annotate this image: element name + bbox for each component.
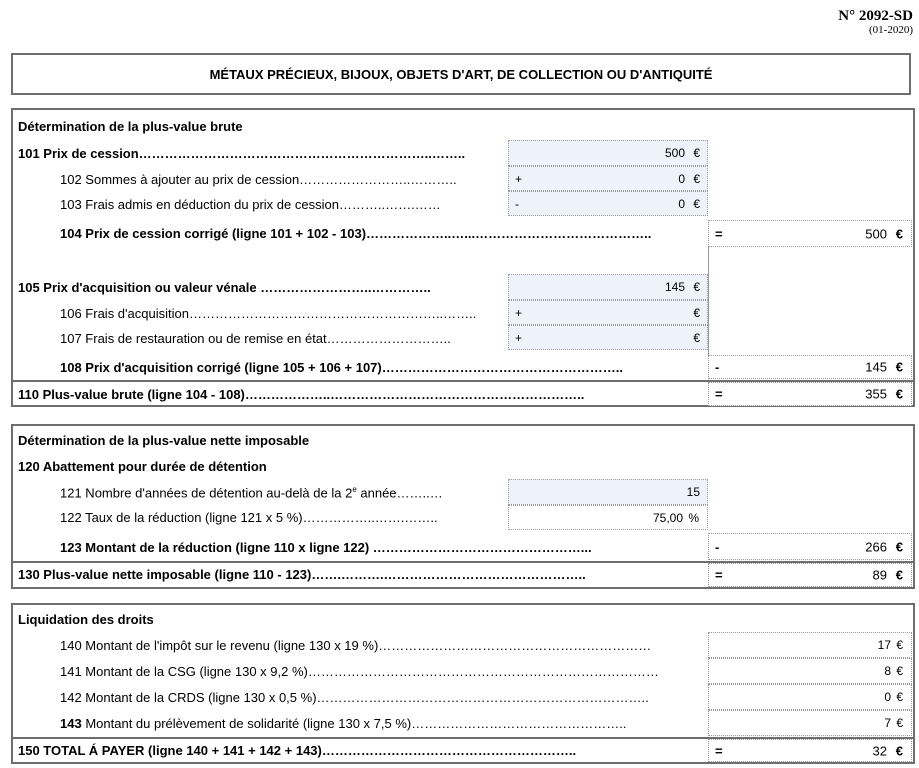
line-130-value: 89 [872, 567, 887, 583]
line-122-value: 75,00 [652, 510, 683, 525]
form-title: MÉTAUX PRÉCIEUX, BIJOUX, OBJETS D'ART, DE COLLECTION OU D'ANTIQUITÉ [11, 53, 911, 95]
euro-symbol: € [895, 386, 903, 402]
line-106-label: 106 Frais d'acquisition…………………………………………………..…….. [60, 306, 477, 321]
line-150-label: 150 TOTAL Á PAYER (ligne 140 + 141 + 142 + 143)………………………………………………….. [18, 743, 577, 758]
line-142-field[interactable] [708, 684, 912, 710]
equals-sign: = [715, 386, 723, 402]
line-130-label: 130 Plus-value nette imposable (ligne 110 - 123)…….……….……………………………………….. [18, 567, 586, 582]
line-140-value: 17 [877, 638, 891, 652]
line-121-label [60, 485, 443, 500]
line-122-label: 122 Taux de la réduction (ligne 121 x 5 %)……………..…….…….. [60, 510, 438, 525]
minus-sign: - [515, 196, 519, 211]
line-103-value: 0 [678, 196, 685, 211]
line-123-field[interactable] [708, 533, 912, 560]
section-heading: Détermination de la plus-value nette imposable [18, 433, 310, 448]
line-102-value: 0 [678, 171, 685, 186]
line-143-label [60, 716, 626, 731]
line-110-label: 110 Plus-value brute (ligne 104 - 108)………………..………………………………………………….. [18, 387, 585, 402]
line-150-value: 32 [872, 743, 887, 758]
line-107-field[interactable] [508, 325, 708, 350]
line-102-label: 102 Sommes à ajouter au prix de cession……………………..……….. [60, 172, 457, 187]
line-121-sup: e [352, 485, 357, 494]
line-122-field[interactable] [508, 505, 708, 530]
line-141-label: 141 Montant de la CSG (ligne 130 x 9,2 %)……………………………………………………………………… [60, 664, 659, 679]
line-150-field[interactable] [708, 739, 912, 762]
line-108-label: 108 Prix d'acquisition corrigé (ligne 105 + 106 + 107)……………………………………………….. [60, 360, 623, 375]
line-143-value: 7 [884, 716, 891, 730]
minus-sign: - [715, 359, 720, 375]
line-143-number: 143 [60, 716, 82, 731]
euro-symbol: € [895, 359, 903, 375]
line-121-value: 15 [686, 485, 700, 499]
euro-symbol: € [896, 716, 903, 730]
line-105-value: 145 [664, 280, 685, 294]
line-110-field[interactable] [708, 382, 912, 406]
euro-symbol: € [895, 539, 903, 554]
line-106-field[interactable] [508, 300, 708, 325]
euro-symbol: € [693, 330, 700, 345]
euro-symbol: € [895, 743, 903, 758]
line-140-field[interactable] [708, 632, 912, 658]
line-142-value: 0 [884, 690, 891, 704]
line-108-value: 145 [865, 359, 887, 375]
euro-symbol: € [896, 664, 903, 678]
line-141-value: 8 [884, 664, 891, 678]
plus-sign: + [515, 171, 523, 186]
section-heading: Liquidation des droits [18, 612, 154, 627]
line-121-field[interactable] [508, 479, 708, 505]
line-142-label: 142 Montant de la CRDS (ligne 130 x 0,5 %)………………………………………………………………….. [60, 690, 649, 705]
line-141-field[interactable] [708, 658, 912, 684]
percent-symbol: % [688, 510, 699, 525]
line-108-field[interactable] [708, 355, 912, 379]
line-121-label-b: année……..… [356, 485, 443, 501]
line-103-field[interactable] [508, 191, 708, 216]
euro-symbol: € [693, 146, 700, 160]
line-104-label: 104 Prix de cession corrigé (ligne 101 + 102 - 103)………………..…...………………………………….. [60, 226, 652, 241]
form-number-block [838, 8, 913, 36]
line-143-text: Montant du prélèvement de solidarité (ligne 130 x 7,5 %)………………………………………….. [85, 716, 627, 731]
line-101-label: 101 Prix de cession…………………………………………………………..…….. [18, 146, 466, 161]
line-143-field[interactable] [708, 710, 912, 736]
divider [708, 247, 709, 357]
line-110-value: 355 [865, 386, 887, 402]
line-123-label: 123 Montant de la réduction (ligne 110 x ligne 122) …………………………………………... [60, 540, 592, 555]
equals-sign: = [715, 567, 723, 583]
section-heading: Détermination de la plus-value brute [18, 119, 243, 134]
plus-sign: + [515, 305, 523, 320]
euro-symbol: € [693, 305, 700, 320]
euro-symbol: € [895, 226, 903, 241]
euro-symbol: € [896, 690, 903, 704]
form-number: N° 2092-SD [838, 8, 913, 24]
euro-symbol: € [693, 171, 700, 186]
line-104-value: 500 [865, 226, 887, 241]
line-105-field[interactable] [508, 274, 708, 300]
equals-sign: = [715, 226, 723, 241]
line-107-label: 107 Frais de restauration ou de remise en état……………………….. [60, 331, 451, 346]
line-103-label: 103 Frais admis en déduction du prix de cession………..…….…… [60, 197, 441, 212]
line-101-field[interactable] [508, 140, 708, 166]
form-version: (01-2020) [869, 24, 913, 36]
euro-symbol: € [895, 567, 903, 583]
line-101-value: 500 [664, 146, 685, 160]
line-105-label: 105 Prix d'acquisition ou valeur vénale ……………………..………….. [18, 280, 431, 295]
equals-sign: = [715, 743, 723, 758]
line-102-field[interactable] [508, 166, 708, 191]
minus-sign: - [715, 539, 720, 554]
line-123-value: 266 [865, 539, 887, 554]
euro-symbol: € [896, 638, 903, 652]
line-121-label-a: 121 Nombre d'années de détention au-delà de la 2 [60, 485, 353, 501]
line-120-label: 120 Abattement pour durée de détention [18, 459, 267, 474]
euro-symbol: € [693, 196, 700, 211]
line-104-field[interactable] [708, 220, 912, 247]
line-140-label: 140 Montant de l'impôt sur le revenu (ligne 130 x 19 %)……………………………………………………… [60, 638, 652, 653]
line-130-field[interactable] [708, 563, 912, 587]
euro-symbol: € [693, 280, 700, 294]
plus-sign: + [515, 330, 523, 345]
